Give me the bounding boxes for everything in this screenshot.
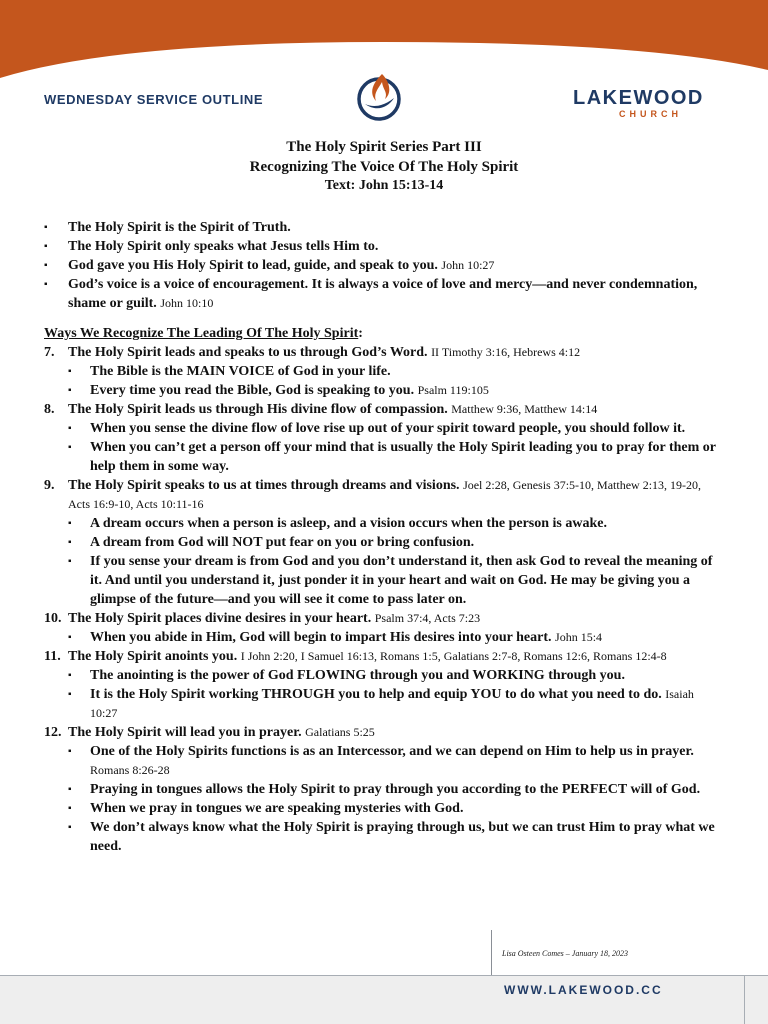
scripture-ref: Matthew 9:36, Matthew 14:14 — [451, 402, 598, 416]
point-number: 10. — [44, 611, 62, 626]
bullet-square-icon: ▪ — [68, 537, 72, 548]
bullet-square-icon: ▪ — [68, 822, 72, 833]
bullet-text: God’s voice is a voice of encouragement. It is always a voice of love and mercy—and never condemnation, shame or guilt. — [68, 277, 698, 311]
numbered-point — [44, 647, 722, 666]
bullet-square-icon: ▪ — [44, 222, 48, 233]
footer-edge — [744, 975, 745, 1024]
point-number: 11. — [44, 649, 61, 664]
bullet-square-icon: ▪ — [44, 279, 48, 290]
scripture-text: Text: John 15:13-14 — [324, 178, 444, 193]
bullet-text: The Bible is the MAIN VOICE of God in your life. — [90, 364, 391, 379]
bullet-square-icon: ▪ — [68, 784, 72, 795]
intro-bullet — [44, 218, 722, 237]
bullet-square-icon: ▪ — [68, 366, 72, 377]
section-heading — [44, 324, 722, 343]
sub-bullet — [44, 628, 722, 647]
scripture-ref: Joel 2:28, Genesis 37:5-10, Matthew 2:13, 19-20, Acts 16:9-10, Acts 10:11-16 — [68, 478, 702, 511]
bullet-text: It is the Holy Spirit working THROUGH you to help and equip YOU to do what you need to do. — [90, 687, 662, 702]
point-number: 9. — [44, 478, 55, 493]
intro-bullets — [44, 218, 722, 313]
scripture-ref: Psalm 119:105 — [417, 383, 489, 397]
bullet-text: The Holy Spirit only speaks what Jesus tells Him to. — [68, 239, 379, 254]
point-text: The Holy Spirit leads us through His divine flow of compassion. — [68, 402, 448, 417]
sub-bullet — [44, 362, 722, 381]
website-link[interactable]: WWW.LAKEWOOD.CC — [504, 983, 663, 997]
scripture-ref: John 10:27 — [441, 258, 495, 272]
point-text: The Holy Spirit will lead you in prayer. — [68, 725, 302, 740]
subtitle: Recognizing The Voice Of The Holy Spirit — [249, 159, 519, 175]
document-titles — [0, 137, 768, 195]
bullet-text: A dream occurs when a person is asleep, and a vision occurs when the person is awake. — [90, 516, 607, 531]
bullet-square-icon: ▪ — [68, 556, 72, 567]
scripture-ref: John 15:4 — [555, 630, 603, 644]
bullet-text: The anointing is the power of God FLOWING through you and WORKING through you. — [90, 668, 625, 683]
point-number: 7. — [44, 345, 55, 360]
section-heading-text: Ways We Recognize The Leading Of The Holy Spirit — [44, 326, 359, 341]
sub-bullet — [44, 799, 722, 818]
bullet-square-icon: ▪ — [44, 241, 48, 252]
bullet-square-icon: ▪ — [68, 423, 72, 434]
bullet-text: When you abide in Him, God will begin to impart His desires into your heart. — [90, 630, 552, 645]
bullet-text: One of the Holy Spirits functions is as an Intercessor, and we can depend on Him to help us in prayer. — [90, 744, 694, 759]
bullet-text: When we pray in tongues we are speaking mysteries with God. — [90, 801, 464, 816]
footer-line — [0, 975, 768, 976]
author-date: Lisa Osteen Comes – January 18, 2023 — [502, 949, 628, 958]
numbered-point — [44, 400, 722, 419]
bullet-text: Praying in tongues allows the Holy Spirit to pray through you according to the PERFECT will of God. — [90, 782, 701, 797]
bullet-square-icon: ▪ — [68, 632, 72, 643]
bullet-square-icon: ▪ — [68, 746, 72, 757]
bullet-text: If you sense your dream is from God and you don’t understand it, then ask God to reveal the meaning of it. And until you understand it, just ponder it in your heart and wait on God. He may be giving you a glimpse of the future—and you will see it come to pass later on. — [90, 554, 713, 607]
sub-bullet — [44, 438, 722, 476]
brand-sub: CHURCH — [619, 109, 682, 119]
bullet-text: A dream from God will NOT put fear on you or bring confusion. — [90, 535, 475, 550]
point-text: The Holy Spirit anoints you. — [68, 649, 238, 664]
numbered-points — [44, 343, 722, 856]
bullet-square-icon: ▪ — [68, 518, 72, 529]
bullet-square-icon: ▪ — [44, 260, 48, 271]
point-number: 8. — [44, 402, 55, 417]
sub-bullet — [44, 666, 722, 685]
sub-bullet — [44, 419, 722, 438]
intro-bullet — [44, 275, 722, 313]
numbered-point — [44, 723, 722, 742]
lakewood-brand — [573, 88, 704, 119]
sub-bullet — [44, 381, 722, 400]
point-number: 12. — [44, 725, 62, 740]
sub-bullet — [44, 818, 722, 856]
numbered-point — [44, 343, 722, 362]
bullet-square-icon: ▪ — [68, 803, 72, 814]
point-text: The Holy Spirit leads and speaks to us through God’s Word. — [68, 345, 428, 360]
outline-content — [44, 218, 722, 856]
scripture-ref: Romans 8:26-28 — [90, 763, 170, 777]
numbered-point — [44, 609, 722, 628]
point-text: The Holy Spirit places divine desires in your heart. — [68, 611, 372, 626]
section-heading-colon: : — [358, 326, 363, 341]
sub-bullet — [44, 514, 722, 533]
numbered-point — [44, 476, 722, 514]
bullet-square-icon: ▪ — [68, 442, 72, 453]
sub-bullet — [44, 552, 722, 609]
scripture-ref: John 10:10 — [160, 296, 214, 310]
sub-bullet — [44, 742, 722, 780]
point-text: The Holy Spirit speaks to us at times through dreams and visions. — [68, 478, 460, 493]
bullet-square-icon: ▪ — [68, 385, 72, 396]
intro-bullet — [44, 237, 722, 256]
flame-logo-icon — [352, 68, 406, 122]
scripture-ref: I John 2:20, I Samuel 16:13, Romans 1:5, Galatians 2:7-8, Romans 12:6, Romans 12:4-8 — [240, 649, 667, 663]
bullet-text: The Holy Spirit is the Spirit of Truth. — [68, 220, 291, 235]
sub-bullet — [44, 533, 722, 552]
scripture-ref: II Timothy 3:16, Hebrews 4:12 — [431, 345, 581, 359]
scripture-ref: Psalm 37:4, Acts 7:23 — [374, 611, 481, 625]
scripture-ref: Galatians 5:25 — [305, 725, 375, 739]
intro-bullet — [44, 256, 722, 275]
bullet-square-icon: ▪ — [68, 689, 72, 700]
brand-name: LAKEWOOD — [573, 87, 704, 109]
bullet-text: Every time you read the Bible, God is speaking to you. — [90, 383, 415, 398]
sub-bullet — [44, 780, 722, 799]
bullet-text: When you sense the divine flow of love rise up out of your spirit toward people, you should follow it. — [90, 421, 686, 436]
scripture-ref: Isaiah 10:27 — [90, 687, 694, 720]
bullet-square-icon: ▪ — [68, 670, 72, 681]
bullet-text: When you can’t get a person off your mind that is usually the Holy Spirit leading you to pray for them or help them in some way. — [90, 440, 716, 474]
bullet-text: We don’t always know what the Holy Spirit is praying through us, but we can trust Him to pray what we need. — [90, 820, 715, 854]
service-label: WEDNESDAY SERVICE OUTLINE — [44, 92, 264, 107]
series-title: The Holy Spirit Series Part III — [286, 139, 482, 155]
sub-bullet — [44, 685, 722, 723]
bullet-text: God gave you His Holy Spirit to lead, guide, and speak to you. — [68, 258, 438, 273]
